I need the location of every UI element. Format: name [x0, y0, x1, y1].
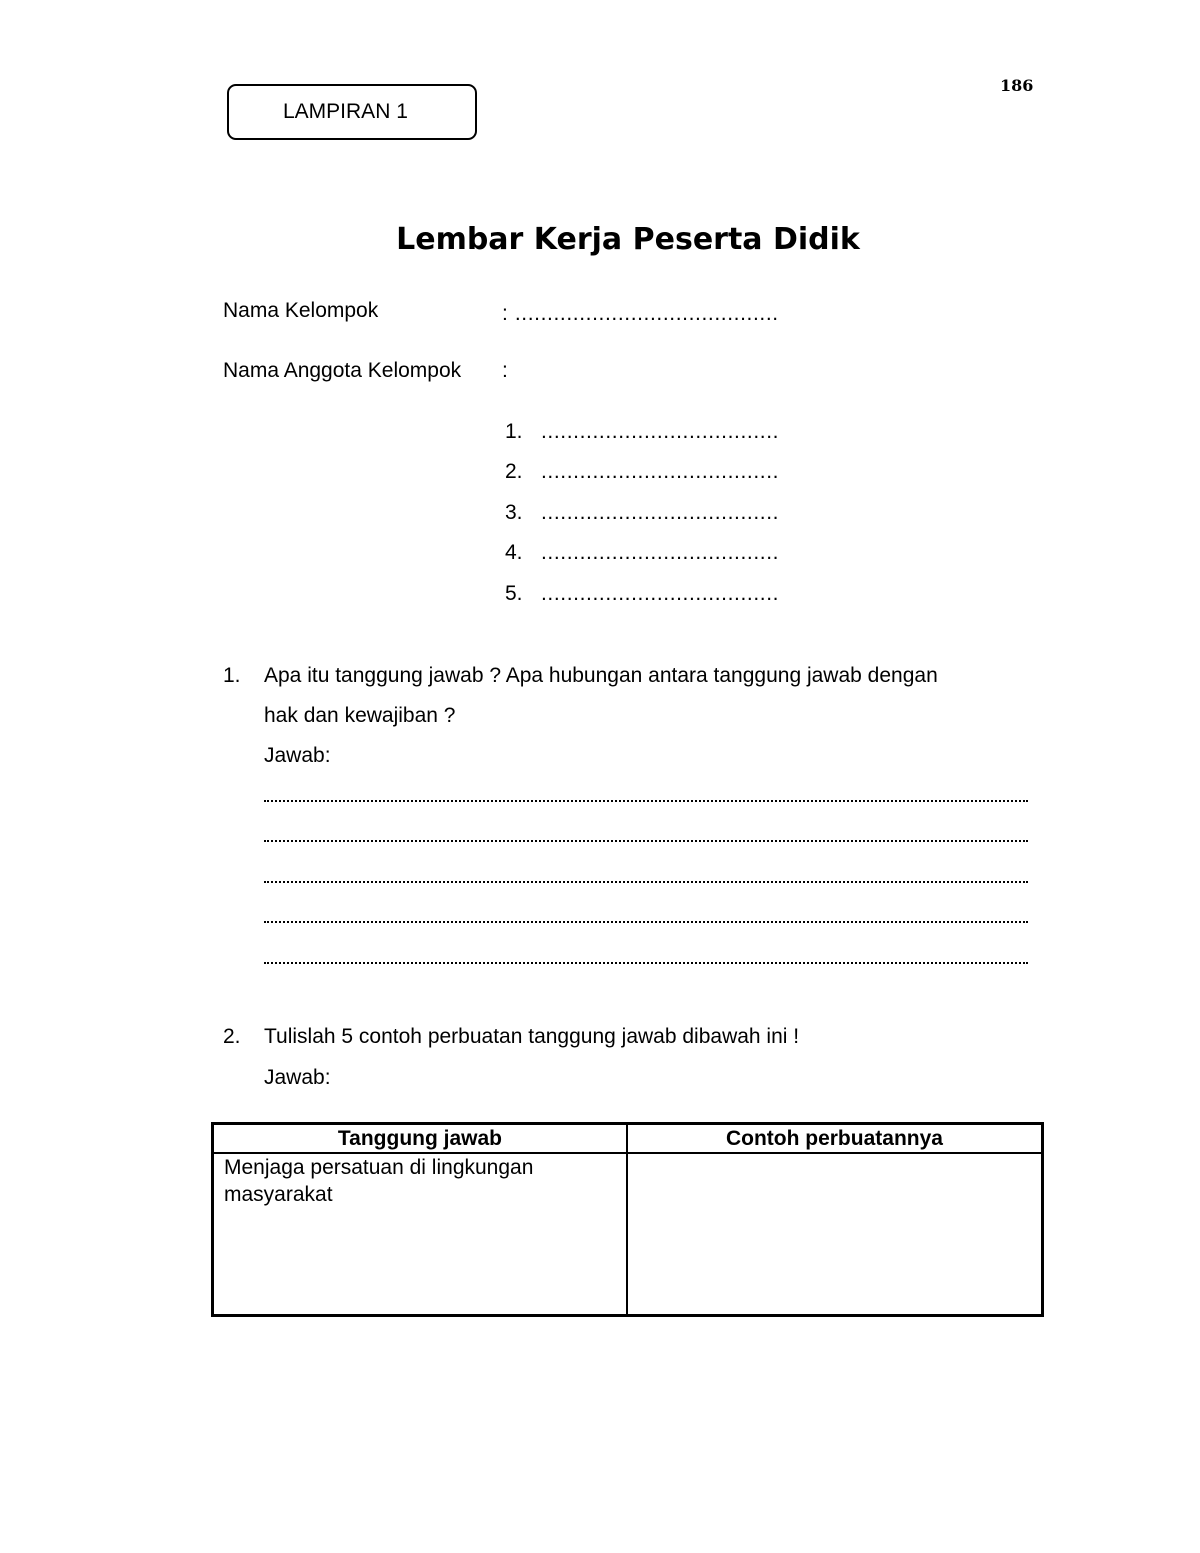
page-title: Lembar Kerja Peserta Didik [396, 222, 860, 257]
member-number: 3. [505, 501, 523, 524]
member-item [505, 420, 779, 444]
member-item [505, 582, 779, 606]
member-item [505, 501, 779, 525]
group-name-label: Nama Kelompok [223, 299, 379, 322]
table-header-row [213, 1124, 1043, 1154]
member-item [505, 460, 779, 484]
answer-line [264, 921, 1028, 923]
lampiran-label: LAMPIRAN 1 [227, 84, 477, 140]
answer-line [264, 881, 1028, 883]
table-cell-tanggung-jawab: Menjaga persatuan di lingkungan masyarakat [213, 1153, 627, 1316]
question-2-line-1: Tulislah 5 contoh perbuatan tanggung jawab dibawah ini ! [264, 1025, 800, 1048]
member-blank: ..................................... [541, 541, 780, 564]
answer-table [211, 1122, 1044, 1317]
member-number: 4. [505, 541, 523, 564]
member-blank: ..................................... [541, 582, 780, 605]
member-blank: ..................................... [541, 420, 780, 443]
answer-line [264, 962, 1028, 964]
question-1-number: 1. [223, 664, 241, 687]
column-header-tanggung-jawab: Tanggung jawab [213, 1124, 627, 1154]
member-number: 1. [505, 420, 523, 443]
group-members-label: Nama Anggota Kelompok [223, 359, 462, 382]
member-blank: ..................................... [541, 501, 780, 524]
member-blank: ..................................... [541, 460, 780, 483]
member-number: 5. [505, 582, 523, 605]
question-1-answer-label: Jawab: [264, 744, 331, 767]
column-header-contoh-perbuatan: Contoh perbuatannya [627, 1124, 1043, 1154]
table-cell-contoh-perbuatan[interactable] [627, 1153, 1043, 1316]
group-name-field: : ......................................... [502, 302, 779, 325]
answer-line [264, 840, 1028, 842]
answer-line [264, 800, 1028, 802]
question-2-number: 2. [223, 1025, 241, 1048]
question-1-line-1: Apa itu tanggung jawab ? Apa hubungan antara tanggung jawab dengan [264, 664, 938, 687]
member-item [505, 541, 779, 565]
group-members-colon: : [502, 359, 508, 382]
question-2-answer-label: Jawab: [264, 1066, 331, 1089]
page-number: 186 [1000, 76, 1034, 95]
question-1-line-2: hak dan kewajiban ? [264, 704, 456, 727]
table-row [213, 1153, 1043, 1316]
member-number: 2. [505, 460, 523, 483]
